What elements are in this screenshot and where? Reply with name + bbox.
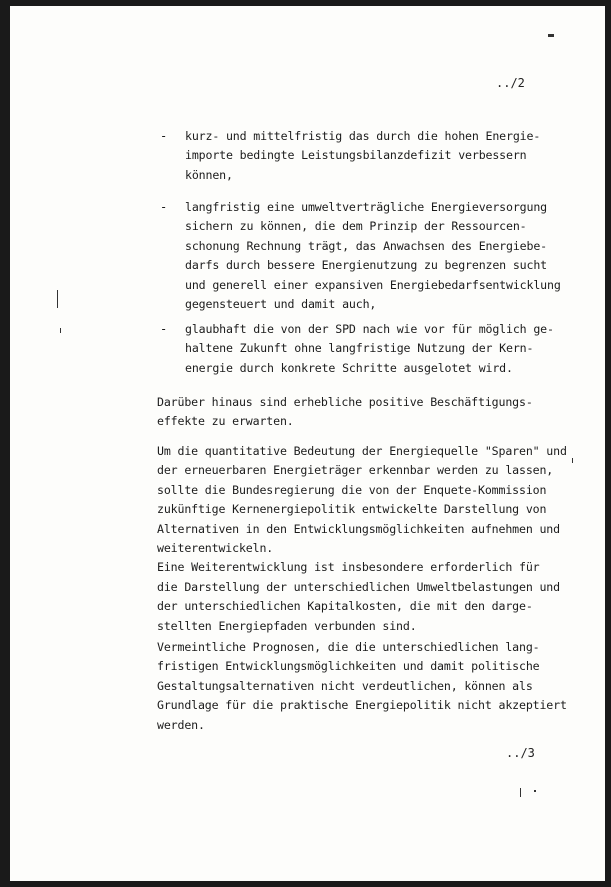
bullet-item — [185, 127, 540, 185]
text-line: der unterschiedlichen Kapitalkosten, die mit den darge- — [157, 599, 533, 614]
bullet-dash: - — [160, 200, 168, 214]
scan-speck — [60, 328, 61, 333]
text-line: stellten Energiepfaden verbunden sind. — [157, 618, 417, 633]
text-line: fristigen Entwicklungsmöglichkeiten und damit politische — [157, 659, 540, 674]
bullet-dash: - — [160, 322, 168, 336]
text-line: kurz- und mittelfristig das durch die hohen Energie- — [185, 129, 541, 143]
text-line: der erneuerbaren Energieträger erkennbar werden zu lassen, — [157, 463, 554, 478]
page-reference-bottom: ../3 — [506, 746, 535, 760]
paragraph — [157, 393, 533, 432]
bullet-item — [185, 198, 561, 314]
text-line: sichern zu können, die dem Prinzip der Ressourcen- — [185, 219, 527, 234]
text-line: sollte die Bundesregierung die von der Enquete-Kommission — [157, 482, 547, 497]
text-line: werden. — [157, 717, 205, 732]
bullet-dash: - — [160, 129, 168, 143]
text-line: Um die quantitative Bedeutung der Energiequelle "Sparen" und — [157, 444, 567, 458]
paragraph — [157, 442, 567, 636]
text-line: können, — [185, 167, 233, 182]
text-line: zukünftige Kernenergiepolitik entwickelte Darstellung von — [157, 502, 547, 517]
scan-speck — [57, 290, 58, 308]
scan-speck — [520, 788, 521, 797]
text-line: Eine Weiterentwicklung ist insbesondere erforderlich für — [157, 560, 540, 575]
text-line: haltene Zukunft ohne langfristige Nutzung der Kern- — [185, 341, 534, 356]
text-line: glaubhaft die von der SPD nach wie vor für möglich ge- — [185, 322, 554, 336]
bullet-item — [185, 320, 554, 378]
page-reference-top: ../2 — [496, 76, 525, 90]
text-line: Alternativen in den Entwicklungsmöglichkeiten aufnehmen und — [157, 521, 560, 536]
text-line: langfristig eine umweltverträgliche Energieversorgung — [185, 200, 547, 214]
scan-speck — [572, 458, 573, 463]
text-line: Gestaltungsalternativen nicht verdeutlichen, können als — [157, 678, 533, 693]
paragraph — [157, 638, 567, 735]
text-line: energie durch konkrete Schritte ausgelotet wird. — [185, 360, 513, 375]
scan-speck — [534, 790, 536, 792]
text-line: und generell einer expansiven Energiebedarfsentwicklung — [185, 277, 561, 292]
text-line: Grundlage für die praktische Energiepolitik nicht akzeptiert — [157, 698, 567, 713]
text-line: Vermeintliche Prognosen, die die unterschiedlichen lang- — [157, 640, 540, 654]
text-line: weiterentwickeln. — [157, 541, 274, 556]
text-line: effekte zu erwarten. — [157, 414, 294, 429]
text-line: schonung Rechnung trägt, das Anwachsen des Energiebe- — [185, 238, 547, 253]
text-line: importe bedingte Leistungsbilanzdefizit verbessern — [185, 148, 527, 163]
text-line: Darüber hinaus sind erhebliche positive Beschäftigungs- — [157, 395, 533, 409]
text-line: die Darstellung der unterschiedlichen Umweltbelastungen und — [157, 579, 560, 594]
scan-speck — [548, 34, 554, 37]
text-line: gegensteuert und damit auch, — [185, 297, 377, 312]
text-line: darfs durch bessere Energienutzung zu begrenzen sucht — [185, 258, 547, 273]
